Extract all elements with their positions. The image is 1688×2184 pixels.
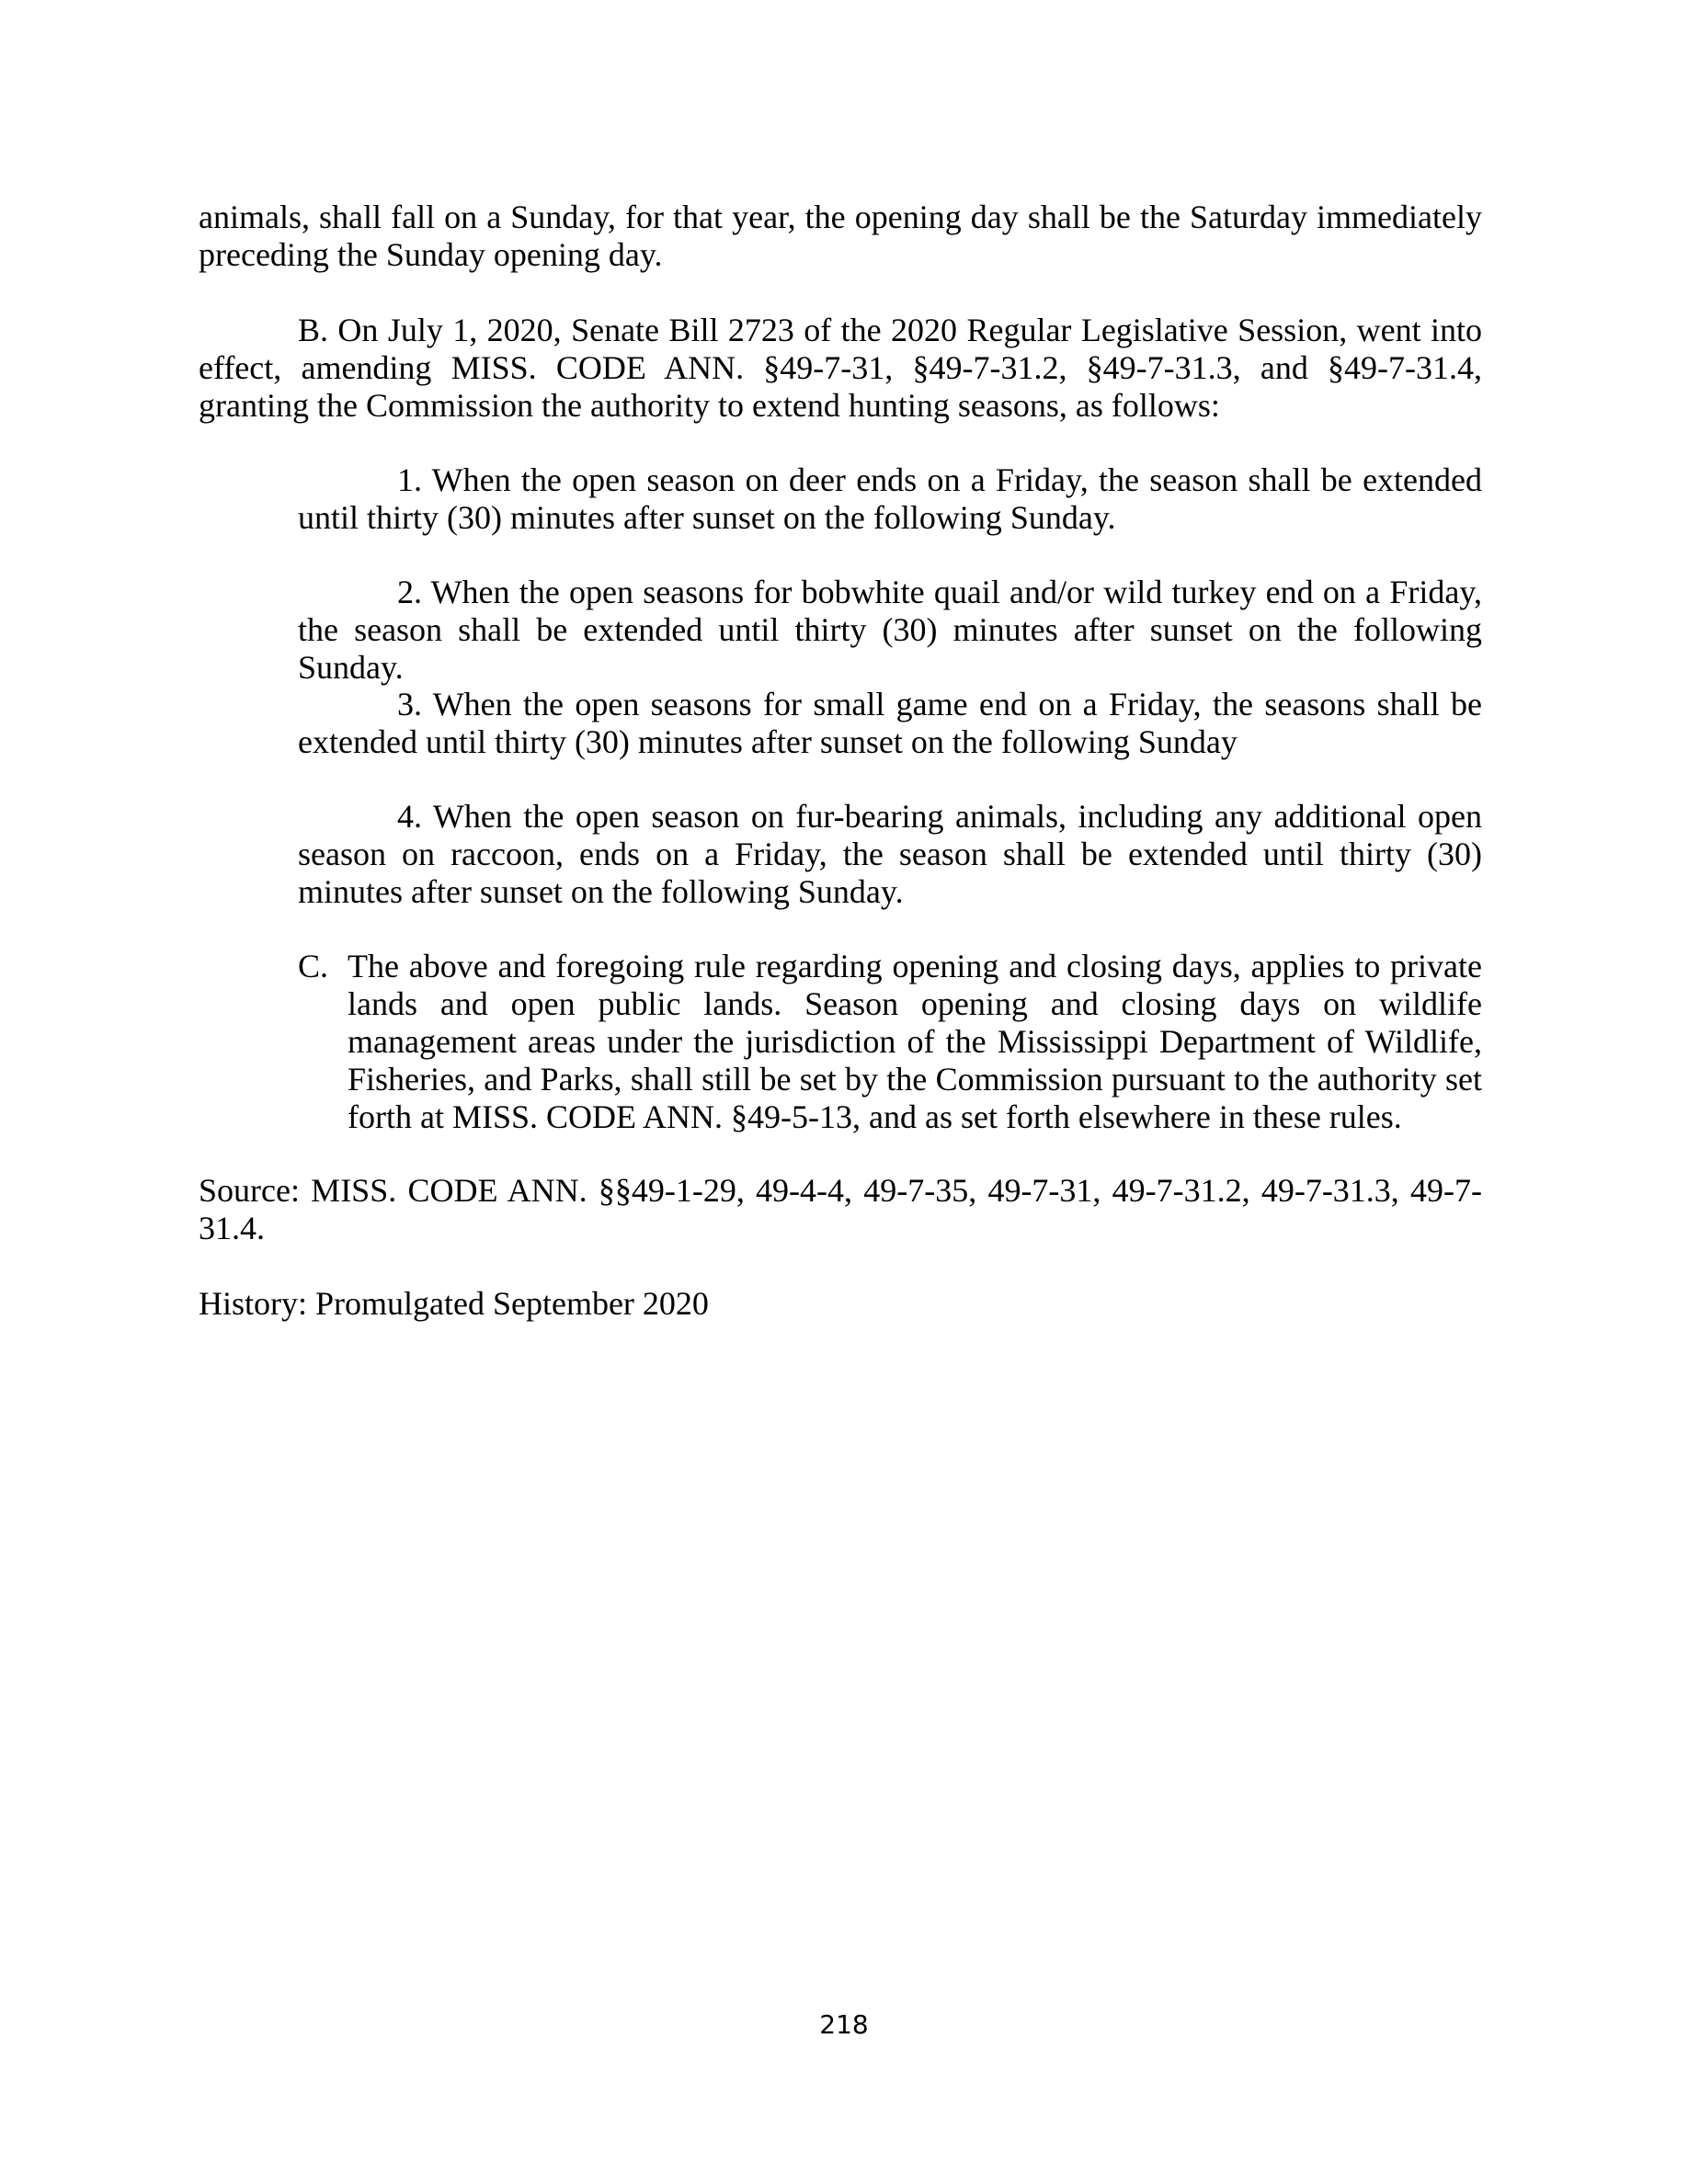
history-note: History: Promulgated September 2020	[199, 1285, 709, 1322]
paragraph-c	[298, 948, 1482, 1136]
paragraph-c-marker: C.	[298, 948, 329, 984]
list-item-1: 1. When the open season on deer ends on a Friday, the season shall be extended until thirty (30) minutes after sunset on the following Sunday.	[298, 461, 1482, 536]
list-item-4: 4. When the open season on fur-bearing animals, including any additional open season on raccoon, ends on a Friday, the season shall be extended until thirty (30) minutes after sunset on the following Sunday.	[298, 798, 1482, 910]
list-item-3: 3. When the open seasons for small game end on a Friday, the seasons shall be extended until thirty (30) minutes after sunset on the following Sunday	[298, 686, 1482, 760]
list-item-2: 2. When the open seasons for bobwhite quail and/or wild turkey end on a Friday, the season shall be extended until thirty (30) minutes after sunset on the following Sunday.	[298, 574, 1482, 686]
paragraph-c-text: The above and foregoing rule regarding opening and closing days, applies to private lands and open public lands. Season opening and closing days on wildlife management areas under the jurisdiction of the Mississippi Department of Wildlife, Fisheries, and Parks, shall still be set by the Commission pursuant to the authority set forth at MISS. CODE ANN. §49-5-13, and as set forth elsewhere in these rules.	[348, 948, 1482, 1135]
continuation-paragraph: animals, shall fall on a Sunday, for that year, the opening day shall be the Saturday immediately preceding the Sunday opening day.	[199, 199, 1482, 273]
source-citation: Source: MISS. CODE ANN. §§49-1-29, 49-4-4, 49-7-35, 49-7-31, 49-7-31.2, 49-7-31.3, 49-7-31.4.	[199, 1172, 1482, 1246]
paragraph-b: B. On July 1, 2020, Senate Bill 2723 of the 2020 Regular Legislative Session, went into effect, amending MISS. CODE ANN. §49-7-31, §49-7-31.2, §49-7-31.3, and §49-7-31.4, granting the Commission the authority to extend hunting seasons, as follows:	[199, 312, 1482, 424]
page-number: 218	[819, 2009, 869, 2040]
